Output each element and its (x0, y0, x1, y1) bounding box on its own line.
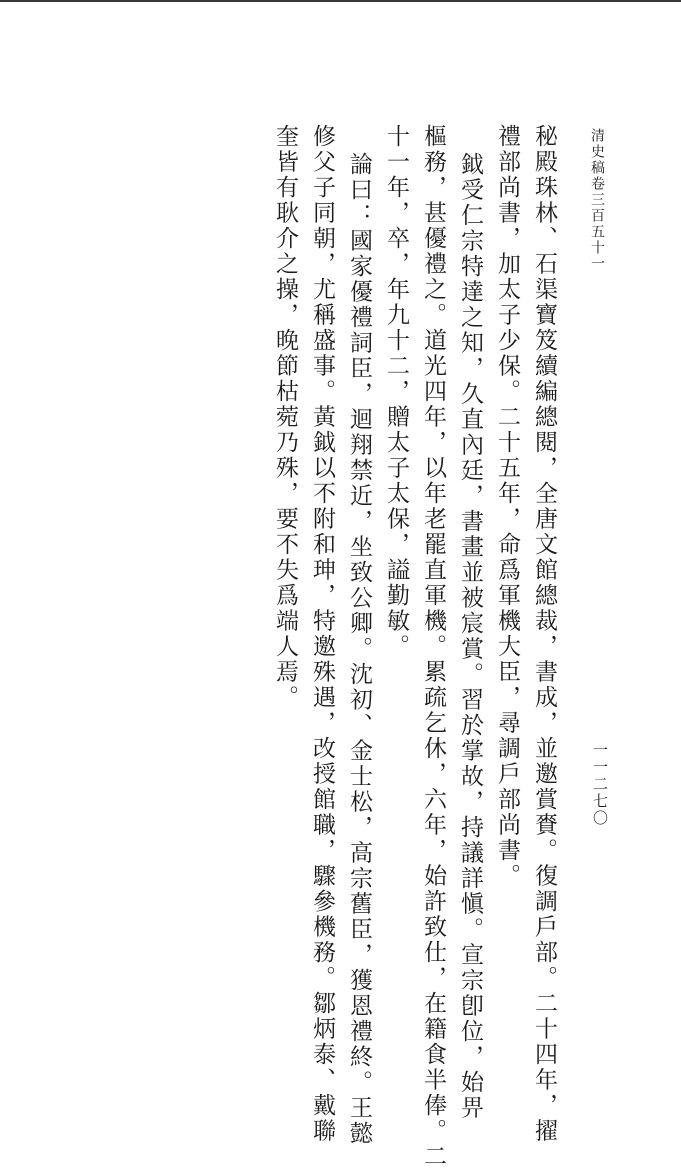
top-border-line (0, 0, 681, 2)
text-column-5: 十一年，卒，年九十二，贈太子太保，謚勤敏。 (383, 124, 409, 660)
text-column-2: 禮部尚書，加太子少保。二十五年，命爲軍機大臣，尋調戶部尚書。 (494, 124, 520, 889)
text-column-1: 秘殿珠林、石渠寶笈續編總閱，全唐文館總裁，書成，並邀賞賚。復調戶部。二十四年，擢 (531, 124, 557, 1144)
page-number: 一一二七〇 (591, 742, 609, 827)
text-column-6: 論曰：國家優禮詞臣，迴翔禁近，坐致公卿。沈初、金士松，高宗舊臣，獲恩禮終。王懿 (346, 152, 372, 1147)
running-header: 清史稿卷三百五十一 (589, 128, 605, 272)
text-column-4: 樞務，甚優禮之。道光四年，以年老罷直軍機。累疏乞休，六年，始許致仕，在籍食半俸。二 (420, 124, 446, 1170)
text-column-3: 鉞受仁宗特達之知，久直內廷，書畫並被宸賞。習於掌故，持議詳愼。宣宗卽位，始畀 (457, 152, 483, 1121)
text-column-7: 修父子同朝，尤稱盛事。黃鉞以不附和珅，特邀殊遇，改授館職，驟參機務。鄒炳泰、戴聯 (309, 124, 335, 1144)
text-column-8: 奎皆有耿介之操，晚節枯菀乃殊，要不失爲端人焉。 (272, 124, 298, 711)
